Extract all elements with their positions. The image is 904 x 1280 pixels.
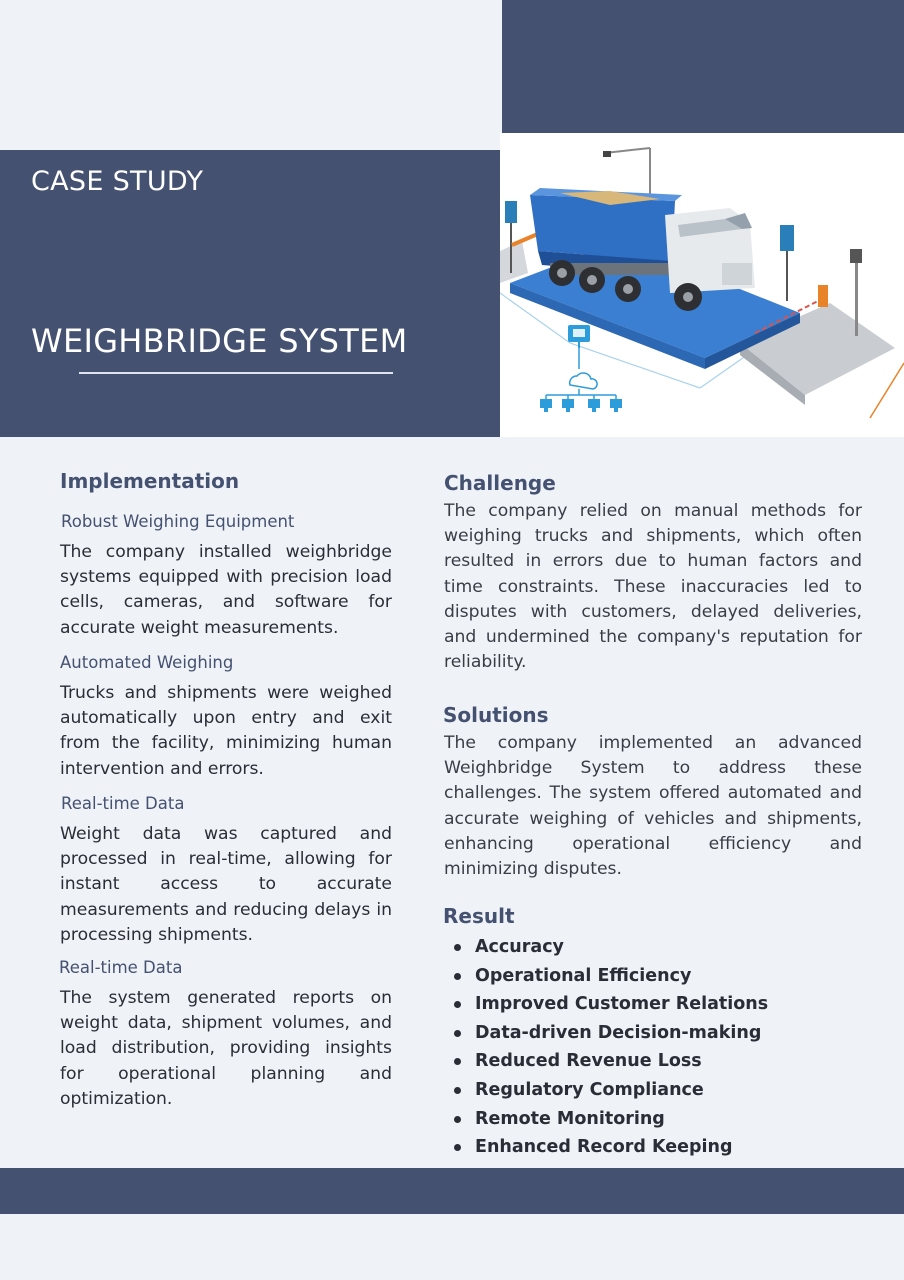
result-heading: Result [443,904,515,928]
result-item-remote-monitoring [444,1105,768,1134]
bullet-icon [454,1001,461,1008]
result-item-revenue-loss [444,1047,768,1076]
page-title: WEIGHBRIDGE SYSTEM [31,322,408,360]
weighbridge-illustration [500,133,904,437]
bullet-icon [454,973,461,980]
result-item-customer-relations [444,990,768,1019]
solutions-heading: Solutions [443,703,549,727]
result-item-regulatory-compliance [444,1076,768,1105]
impl-item-2-text: Trucks and shipments were weighed automatically upon entry and exit from the facility, minimizing human intervention and errors. [60,683,392,779]
impl-item-3-title: Real-time Data [61,794,185,813]
impl-item-2-title: Automated Weighing [60,653,234,672]
footer-bar [0,1168,904,1214]
title-underline [79,372,393,374]
challenge-heading: Challenge [444,471,556,495]
result-item-label: Remote Monitoring [475,1108,665,1129]
bullet-icon [454,1144,461,1151]
result-item-operational-efficiency [444,962,768,991]
result-item-record-keeping [444,1133,768,1162]
top-right-color-block [502,0,904,133]
result-item-label: Reduced Revenue Loss [475,1051,702,1072]
case-study-label: CASE STUDY [31,166,204,197]
result-item-decision-making [444,1019,768,1048]
implementation-heading: Implementation [60,469,240,493]
impl-item-1-title: Robust Weighing Equipment [61,512,295,531]
bullet-icon [454,944,461,951]
result-item-label: Operational Efficiency [475,965,692,986]
bullet-icon [454,1030,461,1037]
bullet-icon [454,1116,461,1123]
impl-item-3-text: Weight data was captured and processed in real-time, allowing for instant access to accurate measurements and reducing delays in processing shipments. [60,824,392,945]
result-item-label: Data-driven Decision-making [475,1022,762,1043]
result-item-accuracy [444,933,768,962]
result-item-label: Enhanced Record Keeping [475,1137,733,1158]
impl-item-4-title: Real-time Data [59,958,183,977]
result-list [444,933,768,1162]
challenge-text: The company relied on manual methods for weighing trucks and shipments, which often resulted in errors due to human factors and time constraints. These inaccuracies led to disputes with customers, delayed deliveries, and undermined the company's reputation for reliability. [444,501,862,673]
impl-item-1-text: The company installed weighbridge systems equipped with precision load cells, cameras, and software for accurate weight measurements. [60,542,392,638]
result-item-label: Accuracy [475,937,564,957]
bullet-icon [454,1058,461,1065]
bullet-icon [454,1087,461,1094]
result-item-label: Regulatory Compliance [475,1079,704,1100]
solutions-text: The company implemented an advanced Weighbridge System to address these challenges. The system offered automated and accurate weighing of vehicles and shipments, enhancing operational efficiency and minimizing disputes. [444,733,862,880]
result-item-label: Improved Customer Relations [475,994,769,1015]
impl-item-4-text: The system generated reports on weight data, shipment volumes, and load distribution, providing insights for operational planning and optimization. [60,988,392,1109]
